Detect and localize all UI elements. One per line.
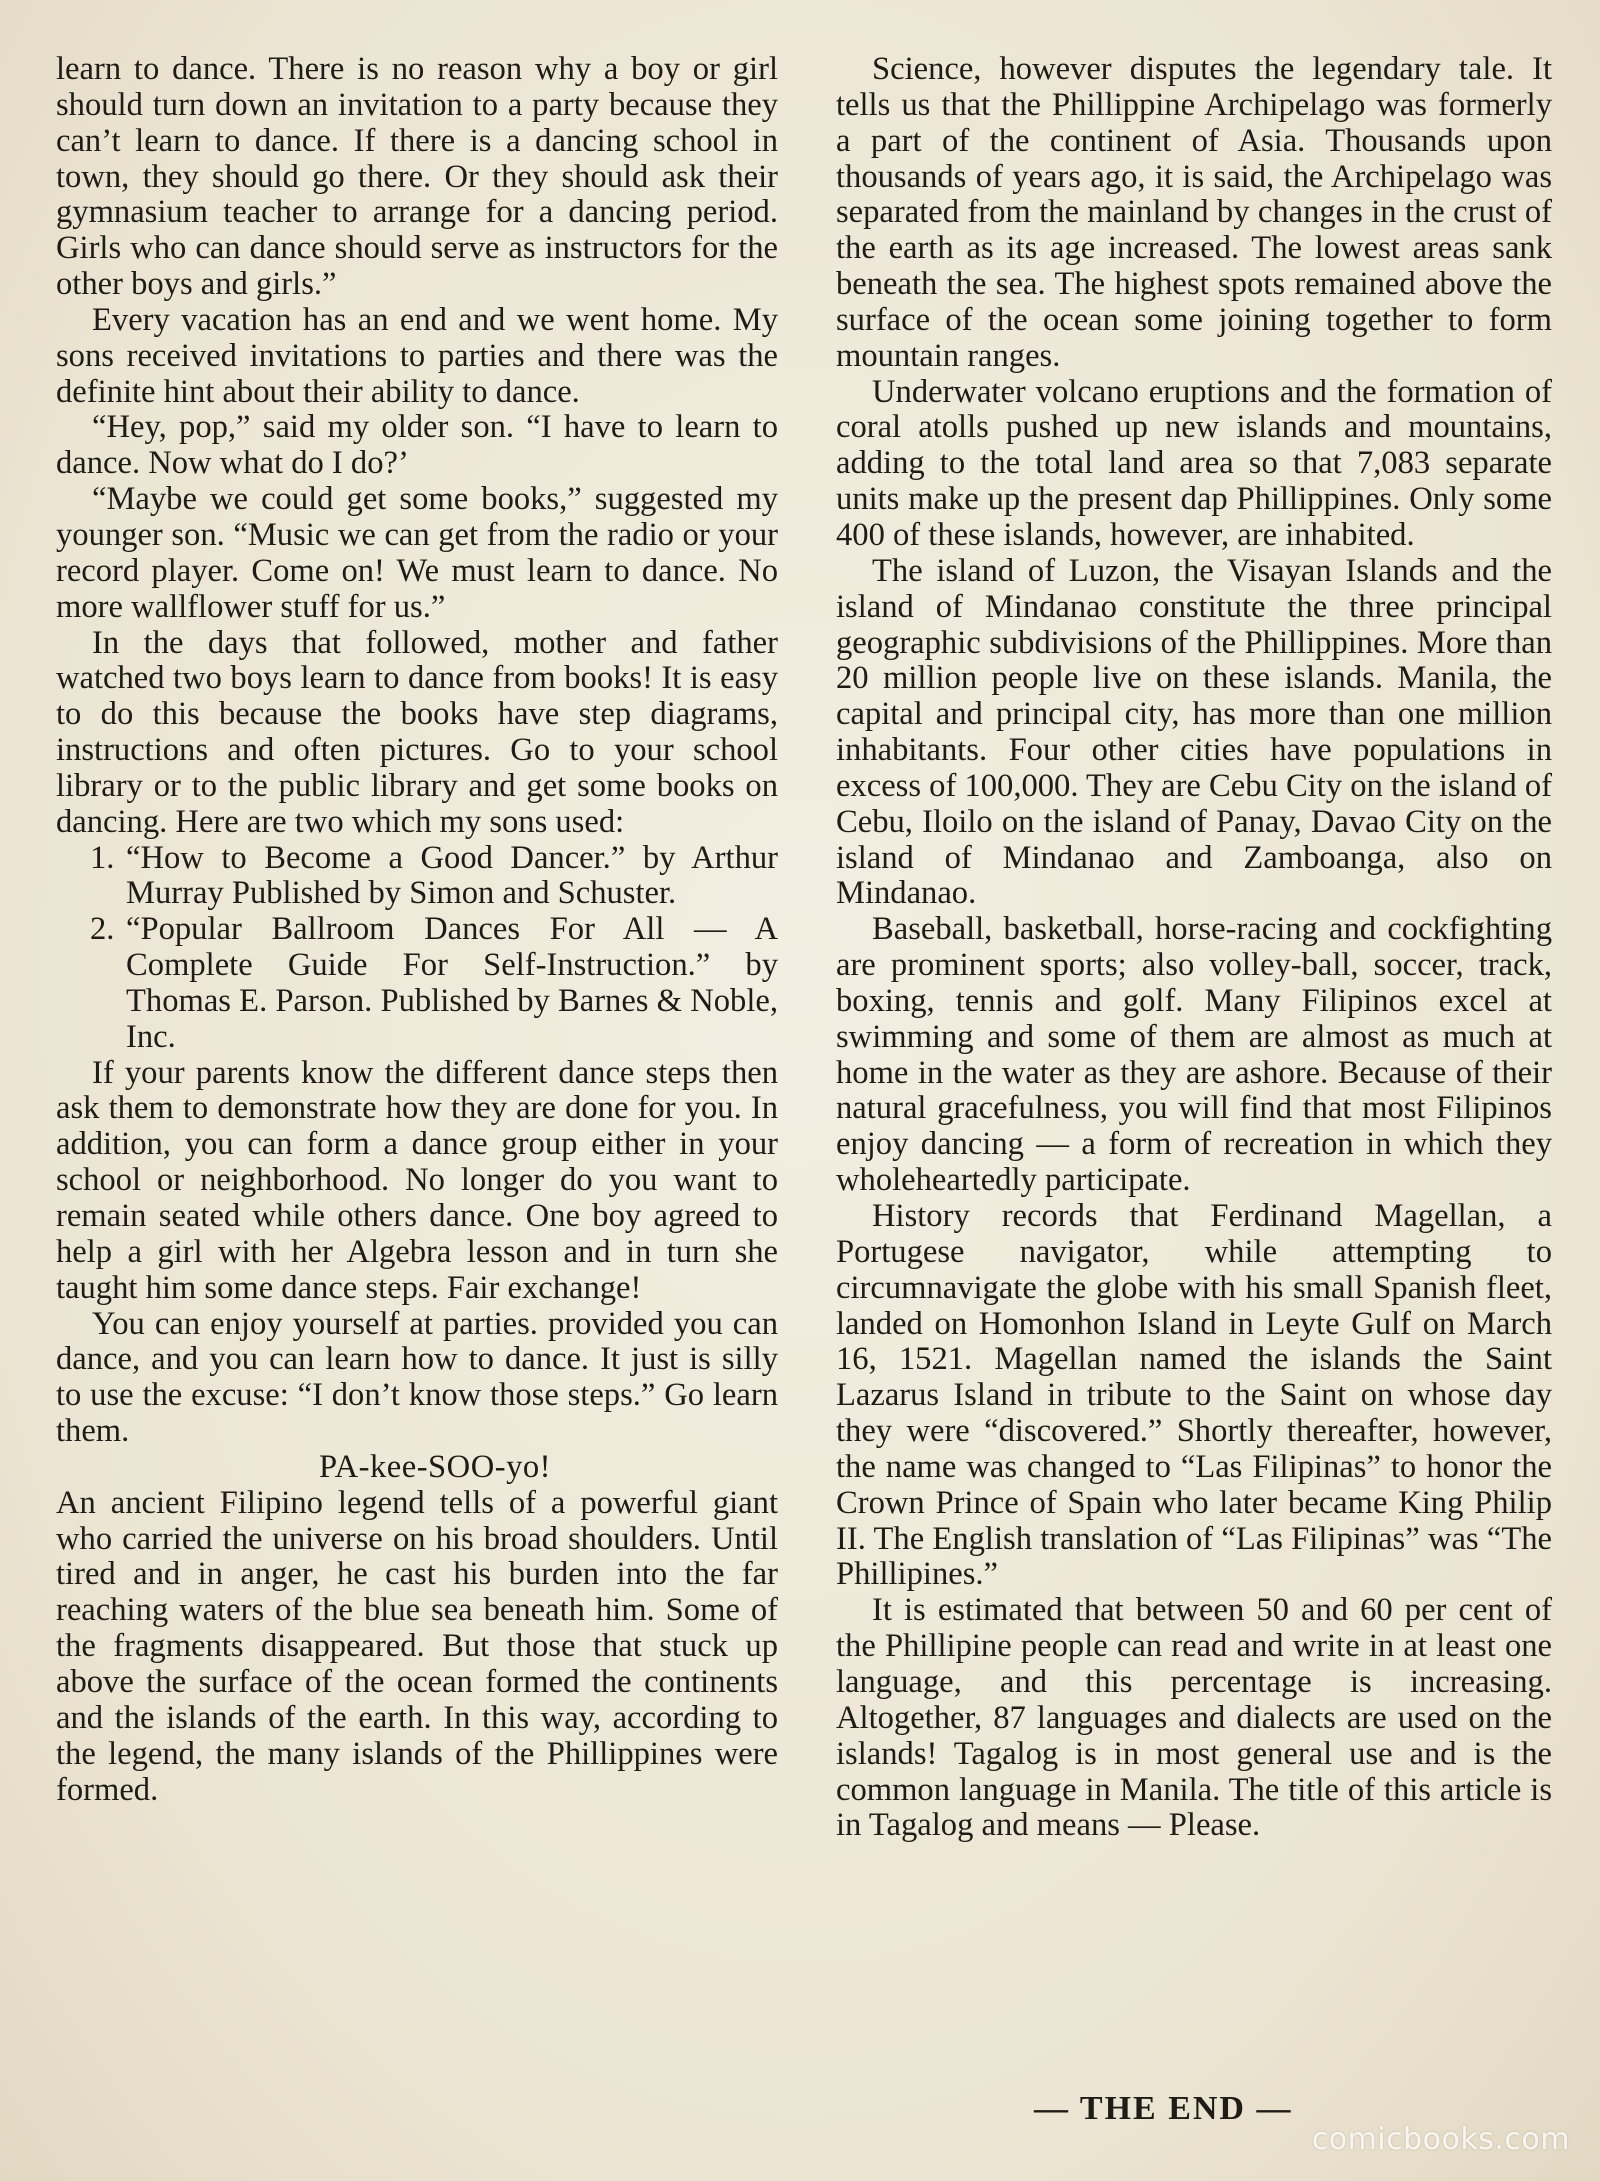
paragraph: Every vacation has an end and we went home. My sons received invitations to parties and there was the definite hint about their ability to dance. (56, 301, 778, 410)
paragraph: The island of Luzon, the Visayan Islands and the island of Mindanao constitute the three principal geographic subdivisions of the Phillippines. More than 20 million people live on these islands. Manila, the capital and principal city, has more than one million inhabitants. Four other cities have populations in excess of 100,000. They are Cebu City on the island of Cebu, Iloilo on the island of Panay, Davao City on the island of Mindanao and Zamboanga, also on Mindanao. (836, 552, 1552, 912)
book-list-text: “Popular Ballroom Dances For All — A Complete Guide For Self-Instruction.” by Thomas E. Parson. Published by Barnes & Noble, Inc. (126, 911, 778, 1055)
section-subheading: PA-kee-SOO-yo! (318, 1448, 551, 1485)
left-column (56, 52, 778, 1808)
paragraph: You can enjoy yourself at parties. provided you can dance, and you can learn how to dance. It just is silly to use the excuse: “I don’t know those steps.” Go learn them. (56, 1305, 778, 1450)
paragraph: If your parents know the different dance steps then ask them to demonstrate how they are done for you. In addition, you can form a dance group either in your school or neighborhood. No longer do you want to remain seated while others dance. One boy agreed to help a girl with her Algebra lesson and in turn she taught him some dance steps. Fair exchange! (56, 1054, 778, 1306)
right-column (836, 52, 1552, 1844)
book-list-item (56, 841, 778, 913)
book-list-item (56, 912, 778, 1055)
paragraph: It is estimated that between 50 and 60 per cent of the Phillipine people can read and write in at least one language, and this percentage is increasing. Altogether, 87 languages and dialects are used on the islands! Tagalog is in most general use and is the common language in Manila. The title of this article is in Tagalog and means — Please. (836, 1592, 1552, 1844)
end-mark: — THE END — (1034, 2090, 1293, 2127)
book-list-number: 2. (90, 911, 115, 948)
book-list-text: “How to Become a Good Dancer.” by Arthur Murray Published by Simon and Schuster. (126, 839, 778, 912)
watermark: comicbooks.com (1311, 2122, 1570, 2157)
paragraph: An ancient Filipino legend tells of a powerful giant who carried the universe on his broad shoulders. Until tired and in anger, he cast his burden into the far reaching waters of the blue sea beneath him. Some of the fragments disappeared. But those that stuck up above the surface of the ocean formed the continents and the islands of the earth. In this way, according to the legend, the many islands of the Phillippines were formed. (56, 1484, 778, 1808)
paragraph: History records that Ferdinand Magellan, a Portugese navigator, while attempting to circumnavigate the globe with his small Spanish fleet, landed on Homonhon Island in Leyte Gulf on March 16, 1521. Magellan named the islands the Saint Lazarus Island in tribute to the Saint on whose day they were “discovered.” Shortly thereafter, however, the name was changed to “Las Filipinas” to honor the Crown Prince of Spain who later became King Philip II. The English translation of “Las Filipinas” was “The Phillipines.” (836, 1198, 1552, 1593)
book-list (56, 841, 778, 1056)
paragraph: learn to dance. There is no reason why a boy or girl should turn down an invitation to a party because they can’t learn to dance. If there is a dancing school in town, they should go there. Or they should ask their gymnasium teacher to arrange for a dancing period. Girls who can dance should serve as instructors for the other boys and girls.” (56, 51, 778, 303)
paragraph: Underwater volcano eruptions and the formation of coral atolls pushed up new islands and mountains, adding to the total land area so that 7,083 separate units make up the present dap Phillippines. Only some 400 of these islands, however, are inhabited. (836, 373, 1552, 553)
paragraph: In the days that followed, mother and father watched two boys learn to dance from books! It is easy to do this because the books have step diagrams, instructions and often pictures. Go to your school library or to the public library and get some books on dancing. Here are two which my sons used: (56, 624, 778, 840)
paragraph: Science, however disputes the legendary tale. It tells us that the Phillippine Archipelago was formerly a part of the continent of Asia. Thousands upon thousands of years ago, it is said, the Archipelago was separated from the mainland by changes in the crust of the earth as its age increased. The lowest areas sank beneath the sea. The highest spots remained above the surface of the ocean some joining together to form mountain ranges. (836, 51, 1552, 374)
book-list-number: 1. (90, 839, 115, 876)
paragraph: “Hey, pop,” said my older son. “I have to learn to dance. Now what do I do?’ (56, 409, 778, 482)
paragraph: Baseball, basketball, horse-racing and cockfighting are prominent sports; also volley-ball, soccer, track, boxing, tennis and golf. Many Filipinos excel at swimming and some of them are almost as much at home in the water as they are ashore. Because of their natural gracefulness, you will find that most Filipinos enjoy dancing — a form of recreation in which they wholeheartedly participate. (836, 911, 1552, 1199)
paragraph: “Maybe we could get some books,” suggested my younger son. “Music we can get from the radio or your record player. Come on! We must learn to dance. No more wallflower stuff for us.” (56, 481, 778, 625)
